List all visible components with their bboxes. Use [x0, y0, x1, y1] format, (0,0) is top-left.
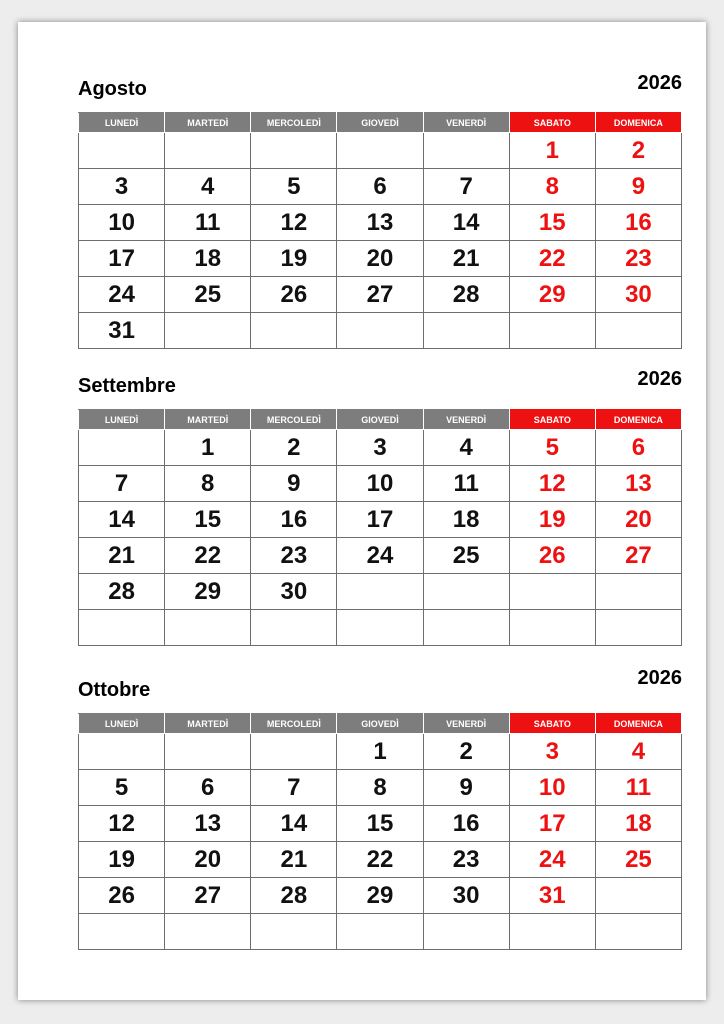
empty-day-cell [595, 574, 681, 610]
weekday-header: LUNEDÌ [79, 714, 165, 734]
empty-day-cell [337, 574, 423, 610]
day-cell: 31 [509, 878, 595, 914]
day-cell: 16 [423, 806, 509, 842]
day-cell: 1 [509, 133, 595, 169]
day-cell: 28 [423, 277, 509, 313]
day-cell: 4 [423, 430, 509, 466]
day-cell: 29 [337, 878, 423, 914]
month-year: 2026 [637, 667, 682, 689]
week-row [79, 277, 682, 313]
empty-day-cell [337, 313, 423, 349]
day-cell: 10 [79, 205, 165, 241]
day-cell: 18 [165, 241, 251, 277]
month-title: Agosto [78, 78, 147, 100]
week-row [79, 205, 682, 241]
empty-day-cell [423, 133, 509, 169]
week-row [79, 430, 682, 466]
month-year: 2026 [637, 72, 682, 94]
empty-day-cell [165, 133, 251, 169]
empty-day-cell [165, 914, 251, 950]
empty-day-cell [509, 313, 595, 349]
weekday-header: VENERDÌ [423, 113, 509, 133]
empty-day-cell [165, 313, 251, 349]
weekday-header-row [79, 410, 682, 430]
day-cell: 15 [337, 806, 423, 842]
day-cell: 29 [165, 574, 251, 610]
weekday-header: GIOVEDÌ [337, 113, 423, 133]
week-row [79, 770, 682, 806]
weekday-header: SABATO [509, 113, 595, 133]
day-cell: 31 [79, 313, 165, 349]
day-cell: 26 [251, 277, 337, 313]
day-cell: 27 [595, 538, 681, 574]
day-cell: 2 [423, 734, 509, 770]
day-cell: 13 [595, 466, 681, 502]
weekday-header: SABATO [509, 714, 595, 734]
day-cell: 19 [251, 241, 337, 277]
empty-day-cell [595, 610, 681, 646]
weekday-header: DOMENICA [595, 113, 681, 133]
day-cell: 7 [423, 169, 509, 205]
day-cell: 12 [79, 806, 165, 842]
day-cell: 8 [165, 466, 251, 502]
day-cell: 29 [509, 277, 595, 313]
day-cell: 25 [595, 842, 681, 878]
day-cell: 11 [423, 466, 509, 502]
day-cell: 18 [423, 502, 509, 538]
week-row [79, 878, 682, 914]
weekday-header: MARTEDÌ [165, 113, 251, 133]
day-cell: 24 [509, 842, 595, 878]
empty-day-cell [165, 610, 251, 646]
empty-day-cell [509, 914, 595, 950]
day-cell: 3 [509, 734, 595, 770]
day-cell: 9 [595, 169, 681, 205]
empty-day-cell [251, 313, 337, 349]
day-cell: 30 [595, 277, 681, 313]
weekday-header: GIOVEDÌ [337, 714, 423, 734]
day-cell: 10 [509, 770, 595, 806]
empty-day-cell [423, 574, 509, 610]
day-cell: 20 [165, 842, 251, 878]
day-cell: 15 [165, 502, 251, 538]
weekday-header: MERCOLEDÌ [251, 113, 337, 133]
day-cell: 5 [79, 770, 165, 806]
day-cell: 21 [79, 538, 165, 574]
weekday-header: LUNEDÌ [79, 410, 165, 430]
day-cell: 23 [251, 538, 337, 574]
calendar-page [18, 22, 706, 1000]
day-cell: 3 [79, 169, 165, 205]
day-cell: 2 [595, 133, 681, 169]
day-cell: 15 [509, 205, 595, 241]
day-cell: 30 [251, 574, 337, 610]
month-grid [78, 409, 682, 646]
week-row [79, 842, 682, 878]
empty-day-cell [509, 574, 595, 610]
month-year: 2026 [637, 368, 682, 390]
day-cell: 6 [337, 169, 423, 205]
day-cell: 17 [337, 502, 423, 538]
month-grid [78, 112, 682, 349]
day-cell: 11 [165, 205, 251, 241]
empty-day-cell [337, 914, 423, 950]
weekday-header: LUNEDÌ [79, 113, 165, 133]
weekday-header: MARTEDÌ [165, 410, 251, 430]
day-cell: 27 [165, 878, 251, 914]
day-cell: 9 [251, 466, 337, 502]
week-row [79, 914, 682, 950]
empty-day-cell [79, 430, 165, 466]
day-cell: 24 [337, 538, 423, 574]
day-cell: 5 [509, 430, 595, 466]
weekday-header: DOMENICA [595, 714, 681, 734]
weekday-header: SABATO [509, 410, 595, 430]
day-cell: 23 [595, 241, 681, 277]
day-cell: 17 [509, 806, 595, 842]
day-cell: 25 [423, 538, 509, 574]
day-cell: 6 [595, 430, 681, 466]
day-cell: 19 [509, 502, 595, 538]
day-cell: 27 [337, 277, 423, 313]
day-cell: 20 [337, 241, 423, 277]
empty-day-cell [251, 133, 337, 169]
day-cell: 6 [165, 770, 251, 806]
day-cell: 13 [165, 806, 251, 842]
day-cell: 10 [337, 466, 423, 502]
day-cell: 18 [595, 806, 681, 842]
day-cell: 9 [423, 770, 509, 806]
week-row [79, 133, 682, 169]
empty-day-cell [509, 610, 595, 646]
week-row [79, 610, 682, 646]
day-cell: 21 [251, 842, 337, 878]
day-cell: 4 [595, 734, 681, 770]
month-title: Settembre [78, 375, 176, 397]
day-cell: 3 [337, 430, 423, 466]
day-cell: 12 [251, 205, 337, 241]
day-cell: 24 [79, 277, 165, 313]
day-cell: 23 [423, 842, 509, 878]
week-row [79, 241, 682, 277]
empty-day-cell [337, 133, 423, 169]
empty-day-cell [423, 914, 509, 950]
day-cell: 25 [165, 277, 251, 313]
empty-day-cell [423, 313, 509, 349]
day-cell: 4 [165, 169, 251, 205]
empty-day-cell [251, 914, 337, 950]
weekday-header-row [79, 714, 682, 734]
day-cell: 5 [251, 169, 337, 205]
day-cell: 14 [79, 502, 165, 538]
weekday-header: VENERDÌ [423, 714, 509, 734]
day-cell: 28 [79, 574, 165, 610]
day-cell: 2 [251, 430, 337, 466]
empty-day-cell [595, 313, 681, 349]
day-cell: 22 [337, 842, 423, 878]
weekday-header-row [79, 113, 682, 133]
day-cell: 19 [79, 842, 165, 878]
empty-day-cell [79, 610, 165, 646]
weekday-header: VENERDÌ [423, 410, 509, 430]
day-cell: 8 [337, 770, 423, 806]
week-row [79, 806, 682, 842]
empty-day-cell [595, 878, 681, 914]
empty-day-cell [79, 914, 165, 950]
week-row [79, 169, 682, 205]
empty-day-cell [595, 914, 681, 950]
week-row [79, 466, 682, 502]
weekday-header: MERCOLEDÌ [251, 410, 337, 430]
month-title: Ottobre [78, 679, 151, 701]
empty-day-cell [337, 610, 423, 646]
week-row [79, 502, 682, 538]
weekday-header: MARTEDÌ [165, 714, 251, 734]
day-cell: 14 [423, 205, 509, 241]
day-cell: 7 [79, 466, 165, 502]
empty-day-cell [79, 734, 165, 770]
day-cell: 1 [165, 430, 251, 466]
day-cell: 26 [509, 538, 595, 574]
day-cell: 13 [337, 205, 423, 241]
week-row [79, 538, 682, 574]
day-cell: 21 [423, 241, 509, 277]
day-cell: 16 [595, 205, 681, 241]
empty-day-cell [165, 734, 251, 770]
week-row [79, 574, 682, 610]
empty-day-cell [79, 133, 165, 169]
day-cell: 28 [251, 878, 337, 914]
weekday-header: MERCOLEDÌ [251, 714, 337, 734]
day-cell: 30 [423, 878, 509, 914]
day-cell: 17 [79, 241, 165, 277]
day-cell: 14 [251, 806, 337, 842]
day-cell: 22 [165, 538, 251, 574]
day-cell: 26 [79, 878, 165, 914]
empty-day-cell [251, 610, 337, 646]
month-grid [78, 713, 682, 950]
week-row [79, 734, 682, 770]
weekday-header: DOMENICA [595, 410, 681, 430]
day-cell: 16 [251, 502, 337, 538]
day-cell: 8 [509, 169, 595, 205]
empty-day-cell [423, 610, 509, 646]
week-row [79, 313, 682, 349]
day-cell: 7 [251, 770, 337, 806]
day-cell: 1 [337, 734, 423, 770]
day-cell: 12 [509, 466, 595, 502]
day-cell: 22 [509, 241, 595, 277]
day-cell: 20 [595, 502, 681, 538]
day-cell: 11 [595, 770, 681, 806]
empty-day-cell [251, 734, 337, 770]
weekday-header: GIOVEDÌ [337, 410, 423, 430]
